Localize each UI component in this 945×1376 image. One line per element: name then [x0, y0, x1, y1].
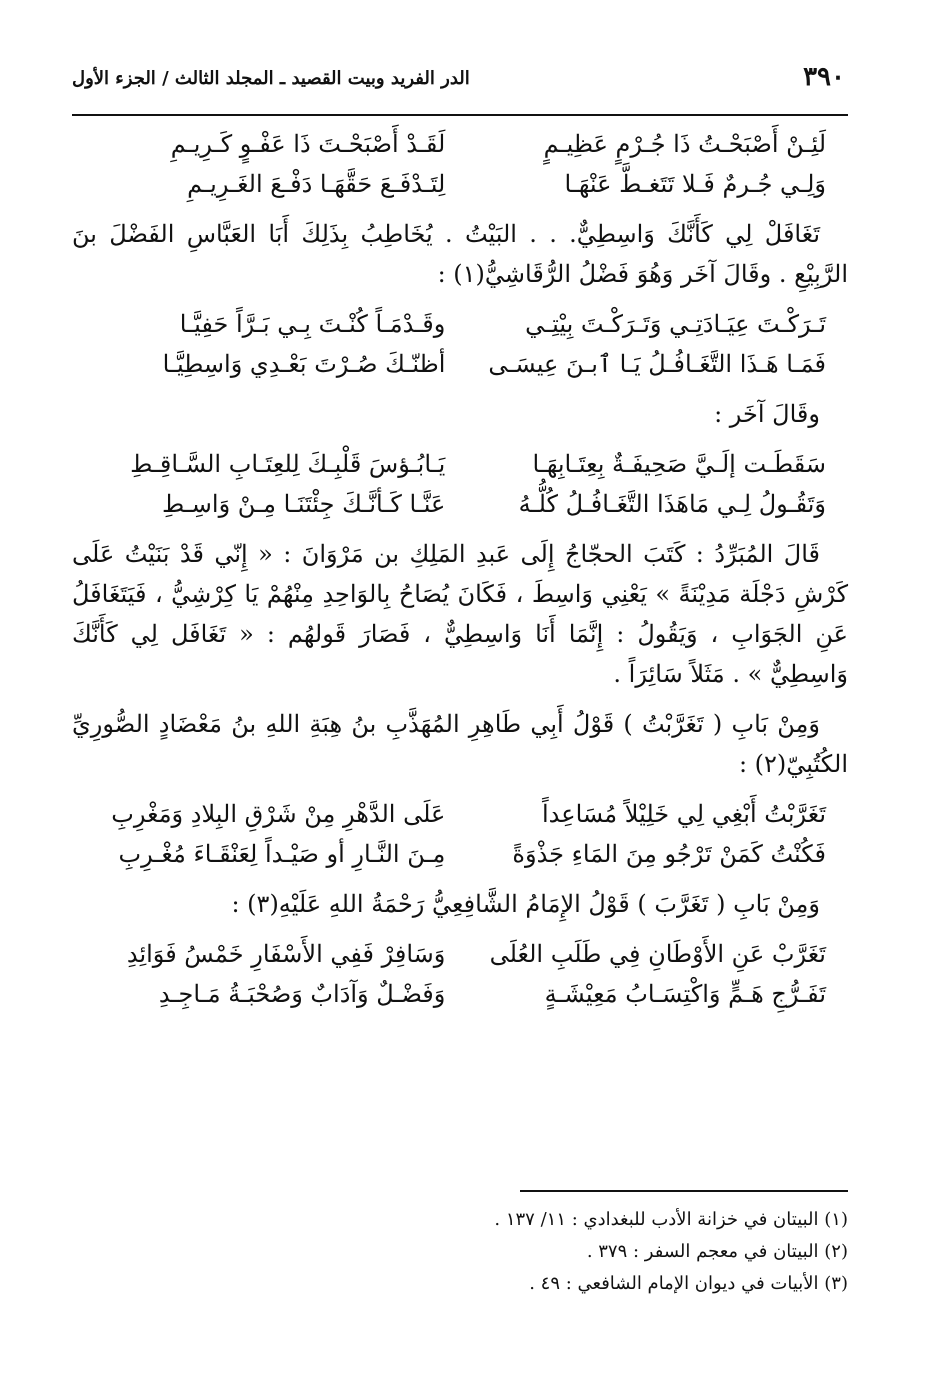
page-number: ٣٩٠: [803, 62, 845, 92]
second-hemistich: عَنَّـا كَـأنَّـكَ جِئْتَنَـا مِـنْ وَاسِـطِ: [161, 490, 446, 518]
poem-couplet: [94, 834, 826, 874]
poem-couplet: [94, 164, 826, 204]
second-hemistich: وَفَضْـلٌ وَآدَابٌ وَصُحْبَـةُ مَـاجِـدِ: [158, 980, 446, 1008]
second-hemistich: لَقَـدْ أَصْبَحْـتَ ذَا عَفْـوٍ كَـرِيـمِ: [170, 130, 446, 158]
footnote: (٣) الأبيات في ديوان الإمام الشافعي : ٤٩ .: [529, 1273, 848, 1294]
footnotes: [72, 1204, 848, 1300]
first-hemistich: تَفَـرُّجِ هَـمٍّ وَاكْتِسَـابُ مَعِيْشَـةٍ: [544, 980, 826, 1008]
first-hemistich: تَـرَكْـتَ عِيَـادَتِـي وَتَـرَكْـتَ بِيْتِـي: [525, 310, 826, 338]
first-hemistich: وَلِـي جُـرمٌ فَـلا تَتَغـطَّ عَنْهَـا: [564, 170, 826, 198]
poem-couplet: [94, 484, 826, 524]
footnote: (٢) البيتان في معجم السفر : ٣٧٩ .: [586, 1241, 848, 1262]
poem-couplet: [94, 794, 826, 834]
second-hemistich: يَـابُـؤسَ قَلْبِـكَ لِلعِتَـابِ السَّـاقِـطِ: [130, 450, 446, 478]
first-hemistich: فَمَـا هَـذَا التَّغَـافُـلُ يَـا ٱبـنَ عِيسَـى: [488, 350, 826, 378]
second-hemistich: أظنّـكَ صُـرْتَ بَعْـدِي وَاسِطِيَّـا: [162, 350, 446, 378]
second-hemistich: وَسَافِرْ فَفِي الأَسْفَارِ خَمْسُ فَوَائِدِ: [126, 940, 446, 968]
second-hemistich: مِـنَ النَّـارِ أو صَيْـداً لِعَنْقَـاءَ مُغْـرِبِ: [118, 840, 446, 868]
page-header: [72, 62, 845, 102]
header-divider: [72, 114, 848, 116]
main-text: [72, 124, 848, 1014]
footnote-divider: [520, 1190, 848, 1192]
second-hemistich: لِتَـدْفَـعَ حَقَّهَـا دَفْـعَ الغَـرِيـمِ: [187, 170, 446, 198]
poem-couplet: [94, 304, 826, 344]
second-hemistich: عَلَى الدَّهْرِ مِنْ شَرْقِ البِلادِ وَمَغْرِبِ: [111, 800, 446, 828]
footnote: (١) البيتان في خزانة الأدب للبغدادي : ١١/ ١٣٧ .: [494, 1209, 848, 1230]
prose-paragraph: وَمِنْ بَابِ ( تَغَرَّبَ ) قَوْلُ الإِمَامُ الشَّافِعِيُّ رَحْمَةُ اللهِ عَلَيْهِ(٣) :: [231, 890, 820, 918]
poem-couplet: [94, 934, 826, 974]
prose-paragraph: قَالَ المُبَرِّدُ : كَتَبَ الحجّاجُ إِلَى عَبدِ المَلِكِ بن مَرْوَانَ : « إِنّي قَدْ بَنَيْتُ عَلَى كَرْشِ دَجْلَة مَدِيْنَةً » يَعْنِي وَاسِطَ ، فَكَانَ يُصَاحُ بِالوَاحِدِ مِنْهُمْ يَا كِرْشِيُّ ، فَيَتَغَافَلُ عَنِ الجَوَابِ ، وَيَقُولُ : إِنَّمَا أَنَا وَاسِطِيٌّ ، فَصَارَ قَولهُم : « تَغَافَل لِي كَأَنَّكَ وَاسِطِيٌّ » . مَثَلاً سَائِرَاً .: [72, 540, 848, 688]
poem-couplet: [94, 444, 826, 484]
poem-couplet: [94, 344, 826, 384]
poem-couplet: [94, 974, 826, 1014]
first-hemistich: وَتَقُـولُ لِـي مَاهَذَا التَّغَـافُـلُ كُلُّـهُ: [518, 490, 826, 518]
poem-couplet: [94, 124, 826, 164]
prose-paragraph: وقَالَ آخَر :: [714, 400, 820, 428]
running-title: الدر الفريد وبيت القصيد ـ المجلد الثالث / الجزء الأول: [72, 68, 470, 89]
first-hemistich: تَغَرَّبْ عَنِ الأَوْطَانِ فِي طَلَبِ العُلَى: [489, 940, 826, 968]
first-hemistich: سَقَطَـت إلَـيَّ صَحِيفَـةٌ بِعِتَـابِهَـا: [532, 450, 826, 478]
first-hemistich: لَئِـنْ أَصْبَحْـتُ ذَا جُـرْمٍ عَظِيـمٍ: [543, 130, 826, 158]
second-hemistich: وقَـدْمَـاً كُنْـتَ بِـي بَـرَّاً حَفِيَّـا: [179, 310, 446, 338]
first-hemistich: تَغَرَّبْتُ أَبْغِي لِي خَلِيْلاً مُسَاعِداً: [541, 800, 826, 828]
first-hemistich: فَكُنْتُ كَمَنْ تَرْجُو مِنَ المَاءِ جَذْوَةً: [512, 840, 826, 868]
prose-paragraph: وَمِنْ بَابِ ( تَغَرَّبْتُ ) قَوْلُ أَبِي طَاهِرِ المُهَذَّبِ بنُ هِبَةِ اللهِ بنُ مَعْضَادٍ الصُّورِيِّ الكُتُبِيّ(٢) :: [72, 710, 848, 778]
prose-paragraph: تَغَافَلْ لِي كَأَنَّكَ وَاسِطِيٌّ. . . البَيْتُ . يُخَاطِبُ بِذَلِكَ أَبَا العَبَّاسِ الفَضْلَ بنَ الرَّبِيْعِ . وقَالَ آخَر وَهُوَ فَضْلُ الرُّقَاشِيُّ(١) :: [72, 220, 848, 288]
